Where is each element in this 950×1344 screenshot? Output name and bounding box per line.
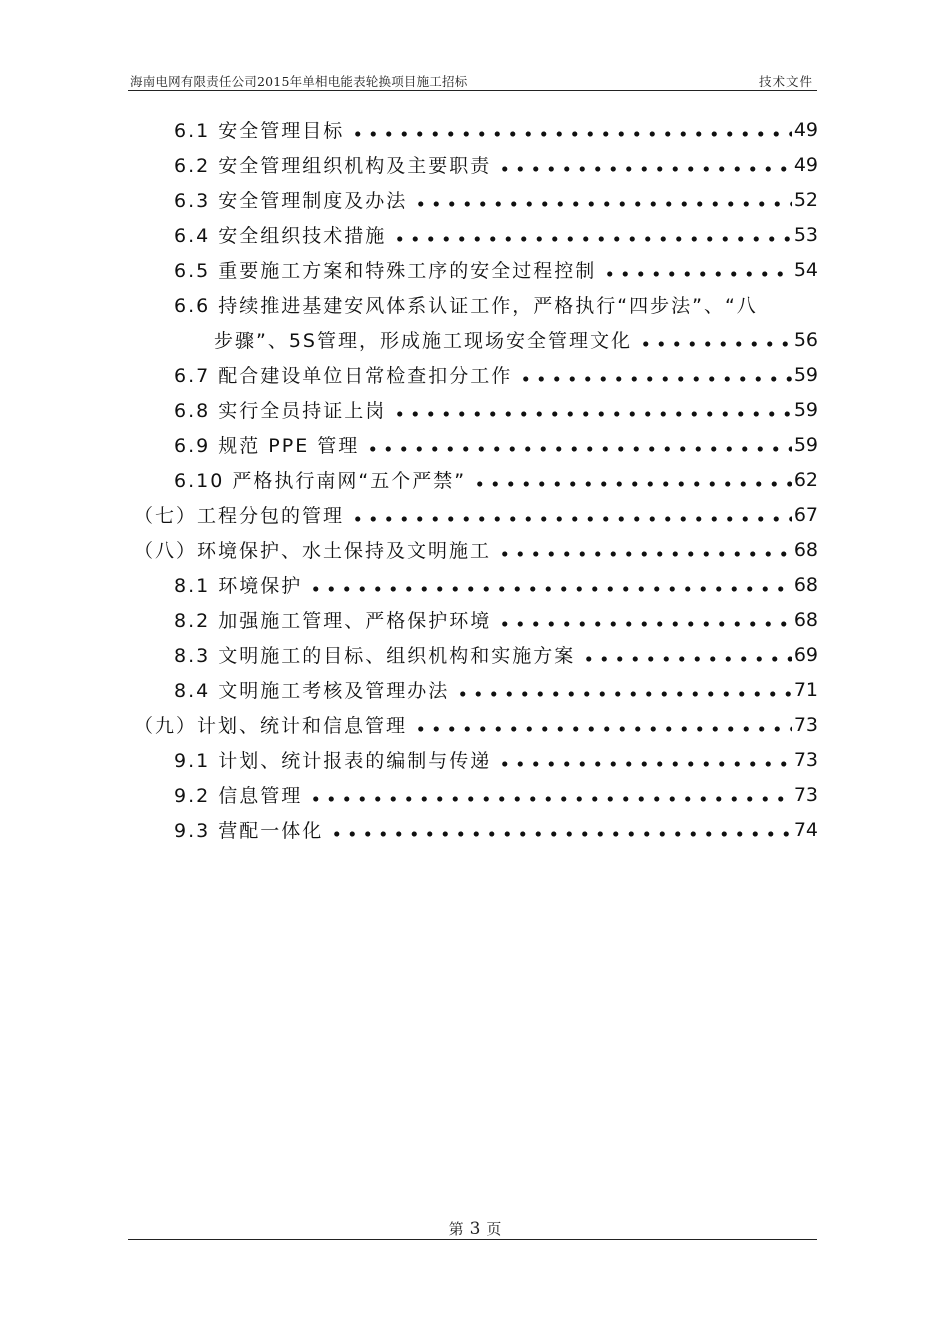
toc-entry[interactable] — [174, 777, 818, 812]
toc-entry-page: 59 — [793, 363, 818, 386]
toc-entry-wrapped-first-line[interactable] — [174, 287, 818, 322]
toc-entry[interactable] — [174, 147, 818, 182]
toc-entry-page: 68 — [793, 608, 818, 631]
toc-entry-label: 6.4 安全组织技术措施 — [174, 225, 387, 247]
toc-entry-page: 59 — [793, 398, 818, 421]
header-section: 技术文件 — [758, 74, 813, 89]
footer-suffix: 页 — [486, 1220, 502, 1238]
toc-leader-dots — [472, 462, 792, 497]
toc-entry-label: （七）工程分包的管理 — [134, 505, 345, 527]
toc-entry-page: 59 — [793, 433, 818, 456]
toc-entry-label: 9.1 计划、统计报表的编制与传递 — [174, 750, 492, 772]
toc-leader-dots — [308, 567, 792, 602]
header-title: 海南电网有限责任公司2015年单相电能表轮换项目施工招标 — [130, 74, 468, 89]
toc-entry-label: 6.6 持续推进基建安风体系认证工作，严格执行“四步法”、“八 — [174, 295, 758, 317]
toc-chapter-entry[interactable] — [134, 532, 818, 567]
toc-leader-dots — [497, 742, 792, 777]
toc-leader-dots — [497, 532, 792, 567]
toc-entry[interactable] — [174, 567, 818, 602]
toc-entry[interactable] — [174, 357, 818, 392]
toc-entry-page: 73 — [793, 783, 818, 806]
toc-leader-dots — [638, 322, 792, 357]
toc-entry-wrapped-second-line[interactable] — [214, 322, 818, 357]
toc-entry[interactable] — [174, 462, 818, 497]
toc-entry-label: 6.5 重要施工方案和特殊工序的安全过程控制 — [174, 260, 597, 282]
toc-entry[interactable] — [174, 812, 818, 847]
toc-leader-dots — [350, 112, 792, 147]
toc-leader-dots — [518, 357, 792, 392]
toc-leader-dots — [392, 392, 792, 427]
toc-entry-label: 6.7 配合建设单位日常检查扣分工作 — [174, 365, 513, 387]
toc-entry-page: 68 — [793, 573, 818, 596]
toc-chapter-entry[interactable] — [134, 497, 818, 532]
toc-entry-page: 73 — [793, 748, 818, 771]
footer-prefix: 第 — [448, 1220, 464, 1238]
toc-leader-dots — [308, 777, 792, 812]
toc-entry-page: 49 — [793, 118, 818, 141]
toc-entry-page: 62 — [793, 468, 818, 491]
toc-entry-page: 74 — [793, 818, 818, 841]
toc-leader-dots — [350, 497, 792, 532]
toc-leader-dots — [392, 217, 792, 252]
toc-leader-dots — [602, 252, 792, 287]
toc-entry-page: 71 — [793, 678, 818, 701]
toc-entry-label: 8.3 文明施工的目标、组织机构和实施方案 — [174, 645, 576, 667]
footer-rule — [128, 1239, 817, 1240]
toc-entry[interactable] — [174, 602, 818, 637]
toc-entry-page: 67 — [793, 503, 818, 526]
toc-entry[interactable] — [174, 112, 818, 147]
toc-entry-page: 68 — [793, 538, 818, 561]
toc-entry-page: 73 — [793, 713, 818, 736]
toc-entry-page: 52 — [793, 188, 818, 211]
toc-entry-label: 8.1 环境保护 — [174, 575, 303, 597]
toc-leader-dots — [413, 707, 792, 742]
toc-entry-label: 8.2 加强施工管理、严格保护环境 — [174, 610, 492, 632]
toc-leader-dots — [455, 672, 792, 707]
toc-entry-label: 6.1 安全管理目标 — [174, 120, 345, 142]
toc-entry-page: 56 — [793, 328, 818, 351]
toc-entry[interactable] — [174, 392, 818, 427]
page-header — [128, 72, 817, 91]
toc-leader-dots — [497, 147, 792, 182]
page-footer — [0, 1218, 950, 1239]
toc-entry-label: 9.3 营配一体化 — [174, 820, 324, 842]
toc-leader-dots — [497, 602, 792, 637]
toc-entry[interactable] — [174, 217, 818, 252]
toc-entry-label: （九）计划、统计和信息管理 — [134, 715, 408, 737]
toc-entry-label: 6.8 实行全员持证上岗 — [174, 400, 387, 422]
footer-page-number: 3 — [469, 1219, 481, 1239]
toc-entry[interactable] — [174, 182, 818, 217]
toc-entry-page: 53 — [793, 223, 818, 246]
toc-entry-label: 6.9 规范 PPE 管理 — [174, 435, 360, 457]
toc-entry[interactable] — [174, 252, 818, 287]
toc-entry[interactable] — [174, 637, 818, 672]
toc-entry[interactable] — [174, 672, 818, 707]
toc-entry-page: 54 — [793, 258, 818, 281]
toc-entry-page: 69 — [793, 643, 818, 666]
toc-entry-label: 步骤”、5S管理，形成施工现场安全管理文化 — [214, 330, 632, 352]
toc-leader-dots — [329, 812, 792, 847]
toc-entry[interactable] — [174, 742, 818, 777]
toc-leader-dots — [365, 427, 792, 462]
toc-leader-dots — [581, 637, 792, 672]
toc-entry[interactable] — [174, 427, 818, 462]
toc-entry-label: 6.2 安全管理组织机构及主要职责 — [174, 155, 492, 177]
toc-chapter-entry[interactable] — [134, 707, 818, 742]
toc-entry-label: 9.2 信息管理 — [174, 785, 303, 807]
toc-entry-page: 49 — [793, 153, 818, 176]
toc-entry-label: （八）环境保护、水土保持及文明施工 — [134, 540, 492, 562]
toc-entry-label: 8.4 文明施工考核及管理办法 — [174, 680, 450, 702]
toc-leader-dots — [413, 182, 792, 217]
toc-entry-label: 6.3 安全管理制度及办法 — [174, 190, 408, 212]
toc-entry-label: 6.10 严格执行南网“五个严禁” — [174, 470, 467, 492]
